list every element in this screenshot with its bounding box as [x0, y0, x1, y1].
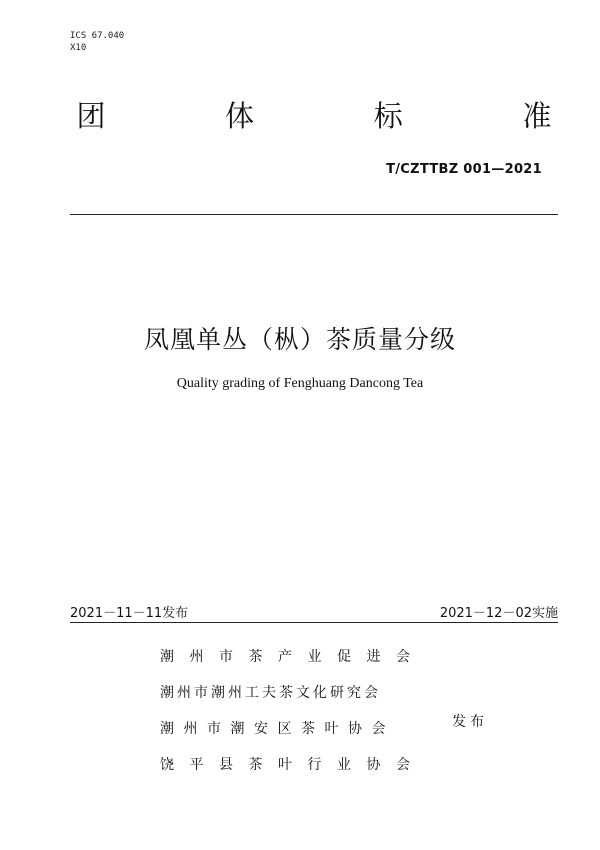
organization-name: 潮州市潮安区茶叶协会	[160, 721, 395, 737]
ics-code: ICS 67.040	[70, 31, 125, 41]
issue-date: 2021－11－11发布	[70, 606, 189, 621]
organization-list	[160, 646, 426, 790]
standard-type-char: 准	[522, 99, 552, 133]
ics-block	[70, 30, 124, 54]
organization-name: 潮州市潮州工夫茶文化研究会	[160, 685, 381, 701]
bottom-divider	[70, 622, 558, 623]
standard-code: T/CZTTBZ 001—2021	[386, 162, 542, 177]
standard-type-char: 团	[76, 99, 106, 133]
organization-name: 潮州市茶产业促进会	[160, 649, 426, 665]
standard-type-char: 体	[225, 99, 255, 133]
document-title: 凤凰单丛（枞）茶质量分级	[143, 325, 456, 354]
standard-type-heading	[70, 94, 558, 135]
organization-name: 饶平县茶叶行业协会	[160, 757, 426, 773]
class-code: X10	[70, 43, 87, 53]
publish-label: 发布	[452, 714, 488, 730]
implementation-date: 2021－12－02实施	[439, 606, 558, 621]
top-divider	[70, 214, 558, 215]
document-subtitle: Quality grading of Fenghuang Dancong Tea	[176, 376, 424, 391]
standard-type-char: 标	[373, 99, 403, 133]
